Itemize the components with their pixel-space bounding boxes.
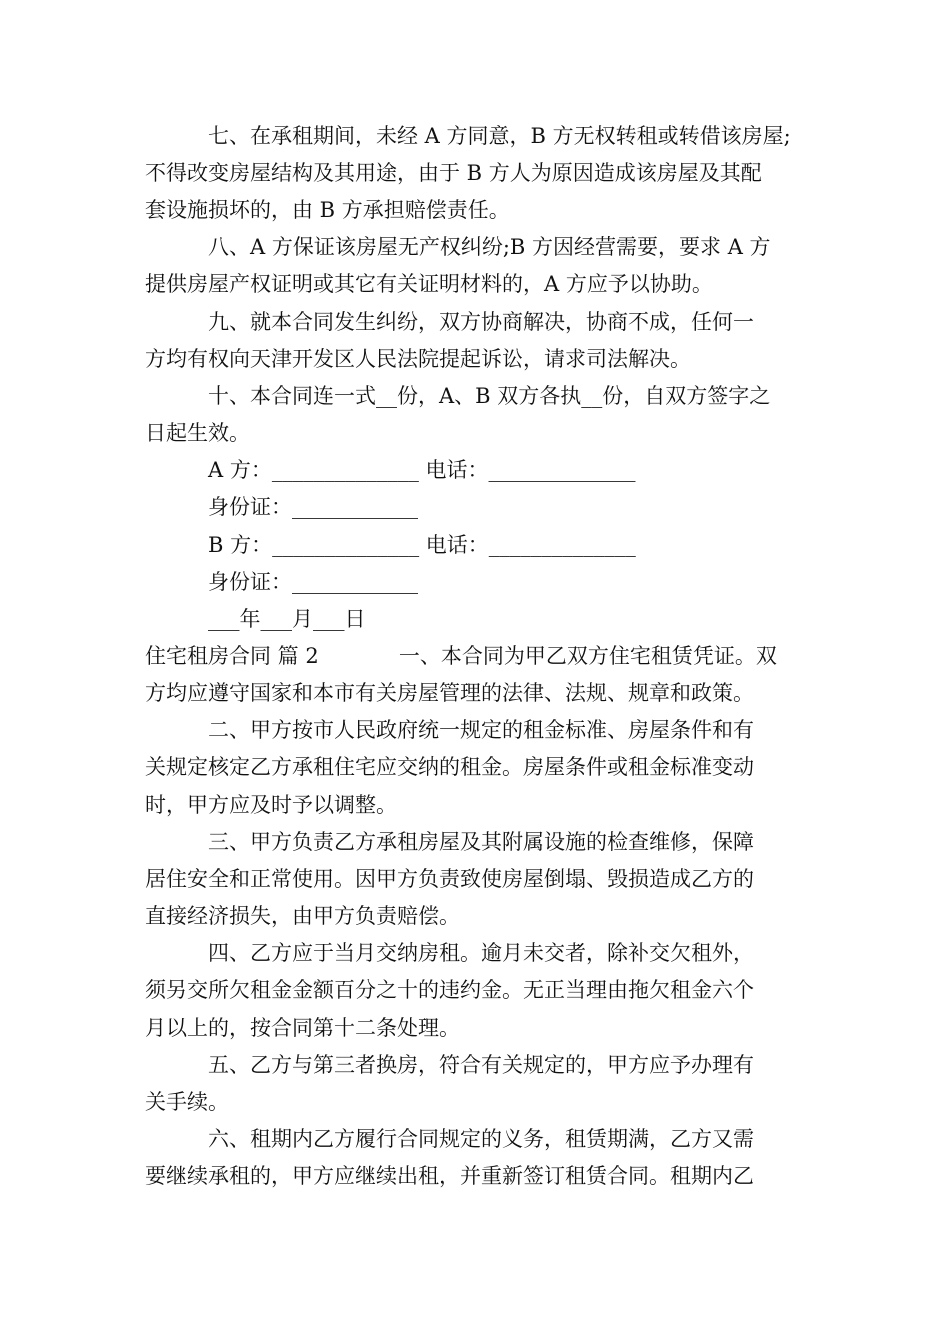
text-line: 时，甲方应及时予以调整。 [145,793,397,817]
section-heading-line: 住宅租房合同 篇 2 一、本合同为甲乙双方住宅租赁凭证。双 [145,644,777,668]
text-line: 六、租期内乙方履行合同规定的义务，租赁期满，乙方又需 [208,1127,754,1151]
id-card-line: 身份证：____________ [208,495,418,519]
text-line: 要继续承租的，甲方应继续出租，并重新签订租赁合同。租期内乙 [145,1164,754,1188]
text-line: 须另交所欠租金金额百分之十的违约金。无正当理由拖欠租金六个 [145,978,754,1002]
text-line: 直接经济损失，由甲方负责赔偿。 [145,904,460,928]
party-b-line: B 方：______________ 电话：______________ [208,533,636,557]
text-line: 关手续。 [145,1090,229,1114]
text-line: 九、就本合同发生纠纷，双方协商解决，协商不成，任何一 [208,310,754,334]
text-line: 方均应遵守国家和本市有关房屋管理的法律、法规、规章和政策。 [145,681,754,705]
date-line: ___年___月___日 [208,607,366,631]
text-line: 三、甲方负责乙方承租房屋及其附属设施的检查维修，保障 [208,830,754,854]
text-line: 日起生效。 [145,421,250,445]
text-line: 提供房屋产权证明或其它有关证明材料的，A 方应予以协助。 [145,272,713,296]
text-line: 方均有权向天津开发区人民法院提起诉讼，请求司法解决。 [145,347,691,371]
text-line: 居住安全和正常使用。因甲方负责致使房屋倒塌、毁损造成乙方的 [145,867,754,891]
text-line: 关规定核定乙方承租住宅应交纳的租金。房屋条件或租金标准变动 [145,755,754,779]
text-line: 四、乙方应于当月交纳房租。逾月未交者，除补交欠租外， [208,941,754,965]
party-a-line: A 方：______________ 电话：______________ [208,458,636,482]
text-line: 月以上的，按合同第十二条处理。 [145,1016,460,1040]
text-line: 八、A 方保证该房屋无产权纠纷;B 方因经营需要，要求 A 方 [208,235,771,259]
text-line: 不得改变房屋结构及其用途，由于 B 方人为原因造成该房屋及其配 [145,161,762,185]
id-card-line: 身份证：____________ [208,570,418,594]
text-line: 七、在承租期间，未经 A 方同意，B 方无权转租或转借该房屋; [208,124,791,148]
text-line: 套设施损坏的，由 B 方承担赔偿责任。 [145,198,510,222]
text-line: 二、甲方按市人民政府统一规定的租金标准、房屋条件和有 [208,718,754,742]
text-line: 十、本合同连一式__份，A、B 双方各执__份，自双方签字之 [208,384,771,408]
text-line: 五、乙方与第三者换房，符合有关规定的，甲方应予办理有 [208,1053,754,1077]
